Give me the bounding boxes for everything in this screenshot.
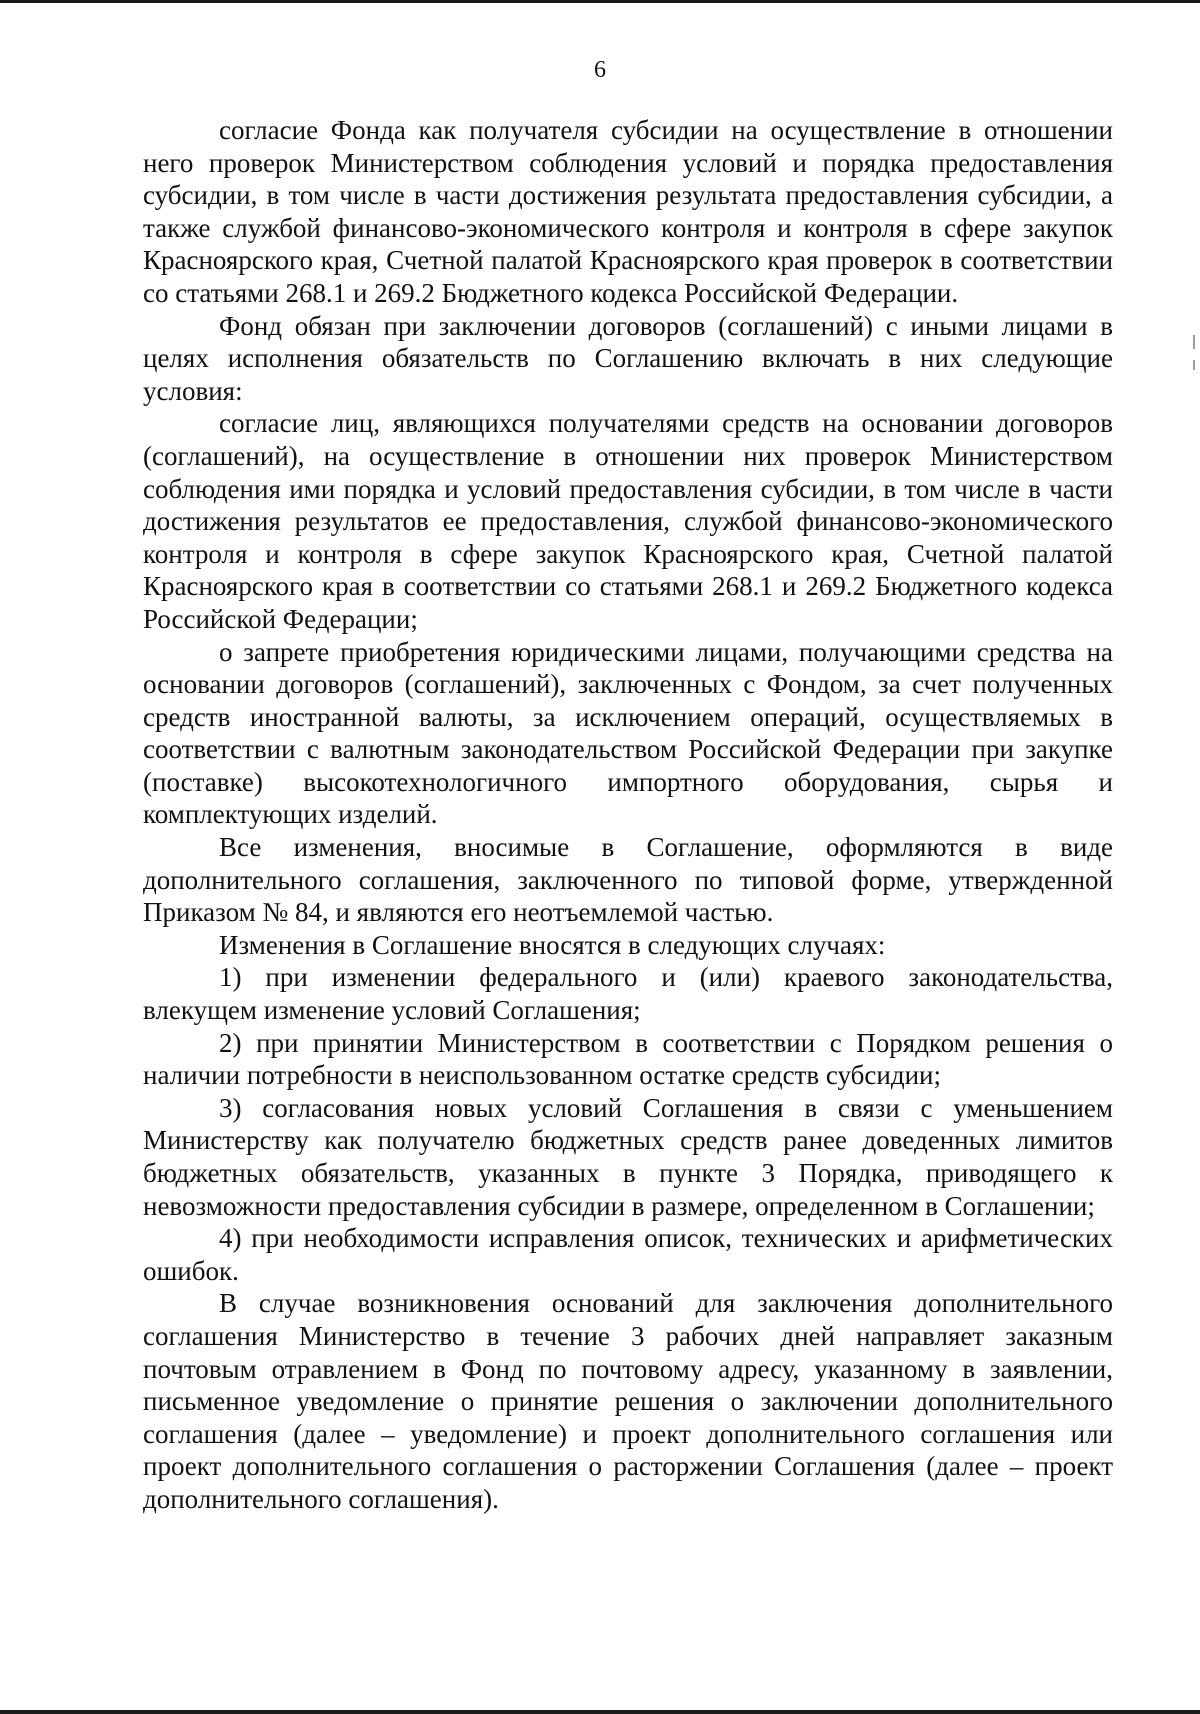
paragraph-consent-condition: согласие лиц, являющихся получателями средств на основании договоров (соглашений), на осуществление в отношении них проверок Министерством соблюдения ими порядка и условий предоставления субсидии, в том числе в части достижения результатов ее предоставления, службой финансово-экономического контроля и контроля в сфере закупок Красноярского края, Счетной палатой Красноярского края в соответствии со статьями 268.1 и 269.2 Бюджетного кодекса Российской Федерации; bbox=[143, 408, 1113, 634]
paragraph-changes-form: Все изменения, вносимые в Соглашение, оформляются в виде дополнительного соглашения, заключенного по типовой форме, утвержденной Приказом № 84, и являются его неотъемлемой частью. bbox=[143, 832, 1113, 928]
scan-bottom-edge bbox=[0, 1710, 1200, 1714]
list-item-3: 3) согласования новых условий Соглашения в связи с уменьшением Министерству как получателю бюджетных средств ранее доведенных лимитов бюджетных обязательств, указанных в пункте 3 Порядка, приводящего к невозможности предоставления субсидии в размере, определенном в Соглашении; bbox=[143, 1092, 1113, 1221]
scan-speck bbox=[1193, 335, 1195, 349]
scan-speck bbox=[1193, 360, 1195, 370]
paragraph-currency-prohibition: о запрете приобретения юридическими лицами, получающими средства на основании договоров (соглашений), заключенных с Фондом, за счет полученных средств иностранной валюты, за исключением операций, осуществляемых в соответствии с валютным законодательством Российской Федерации при закупке (поставке) высокотехнологичного импортного оборудования, сырья и комплектующих изделий. bbox=[143, 636, 1113, 830]
paragraph-continuation: согласие Фонда как получателя субсидии на осуществление в отношении него проверок Министерством соблюдения условий и порядка предоставления субсидии, в том числе в части достижения результата предоставления субсидии, а также службой финансово-экономического контроля и контроля в сфере закупок Красноярского края, Счетной палатой Красноярского края проверок в соответствии со статьями 268.1 и 269.2 Бюджетного кодекса Российской Федерации. bbox=[143, 115, 1113, 308]
document-body bbox=[143, 114, 1113, 1516]
paragraph-notification: В случае возникновения оснований для заключения дополнительного соглашения Министерство в течение 3 рабочих дней направляет заказным почтовым отравлением в Фонд по почтовому адресу, указанному в заявлении, письменное уведомление о принятие решения о заключении дополнительного соглашения (далее – уведомление) и проект дополнительного соглашения или проект дополнительного соглашения о расторжении Соглашения (далее – проект дополнительного соглашения). bbox=[143, 1288, 1113, 1514]
paragraph-fund-obligations: Фонд обязан при заключении договоров (соглашений) с иными лицами в целях исполнения обязательств по Соглашению включать в них следующие условия: bbox=[143, 310, 1113, 406]
list-item-1: 1) при изменении федерального и (или) краевого законодательства, влекущем изменение условий Соглашения; bbox=[143, 962, 1113, 1026]
list-item-2: 2) при принятии Министерством в соответствии с Порядком решения о наличии потребности в неиспользованном остатке средств субсидии; bbox=[143, 1027, 1113, 1091]
paragraph-changes-cases: Изменения в Соглашение вносятся в следующих случаях: bbox=[219, 929, 886, 960]
page-number: 6 bbox=[594, 57, 606, 83]
scan-top-edge bbox=[0, 0, 1200, 3]
list-item-4: 4) при необходимости исправления описок, технических и арифметических ошибок. bbox=[143, 1223, 1113, 1286]
